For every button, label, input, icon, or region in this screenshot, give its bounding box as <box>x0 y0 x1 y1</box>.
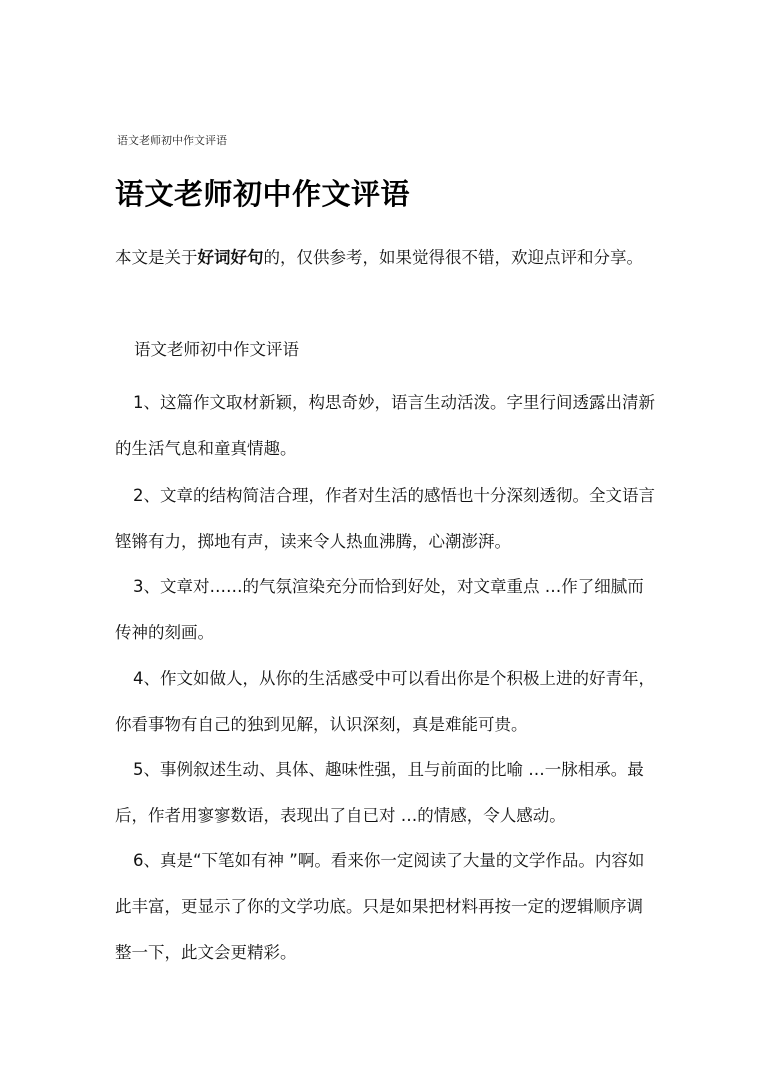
intro-keyword: 好词好句 <box>197 248 264 267</box>
comment-item: 4、作文如做人，从你的生活感受中可以看出你是个积极上进的好青年，你看事物有自己的独到见解，认识深刻，真是难能可贵。 <box>115 669 655 734</box>
section-subheading: 语文老师初中作文评语 <box>134 340 299 359</box>
running-header: 语文老师初中作文评语 <box>117 134 227 147</box>
comment-item: 5、事例叙述生动、具体、趣味性强，且与前面的比喻 …一脉相承。最后，作者用寥寥数语，表现出了自已对 …的情感，令人感动。 <box>115 760 644 825</box>
comment-item: 1、这篇作文取材新颖，构思奇妙，语言生动活泼。字里行间透露出清新的生活气息和童真情趣。 <box>115 393 655 458</box>
intro-paragraph <box>115 235 655 281</box>
intro-suffix: 的，仅供参考，如果觉得很不错，欢迎点评和分享。 <box>263 248 643 267</box>
intro-prefix: 本文是关于 <box>115 248 198 267</box>
comment-item: 2、文章的结构简洁合理，作者对生活的感悟也十分深刻透彻。全文语言铿锵有力，掷地有声，读来令人热血沸腾，心潮澎湃。 <box>115 486 655 551</box>
comment-item: 6、真是“下笔如有神 ”啊。看来你一定阅读了大量的文学作品。内容如此丰富，更显示了你的文学功底。只是如果把材料再按一定的逻辑顺序调整一下，此文会更精彩。 <box>115 851 645 962</box>
comment-item: 3、文章对……的气氛渲染充分而恰到好处，对文章重点 …作了细腻而传神的刻画。 <box>115 577 644 642</box>
document-title: 语文老师初中作文评语 <box>115 177 411 211</box>
